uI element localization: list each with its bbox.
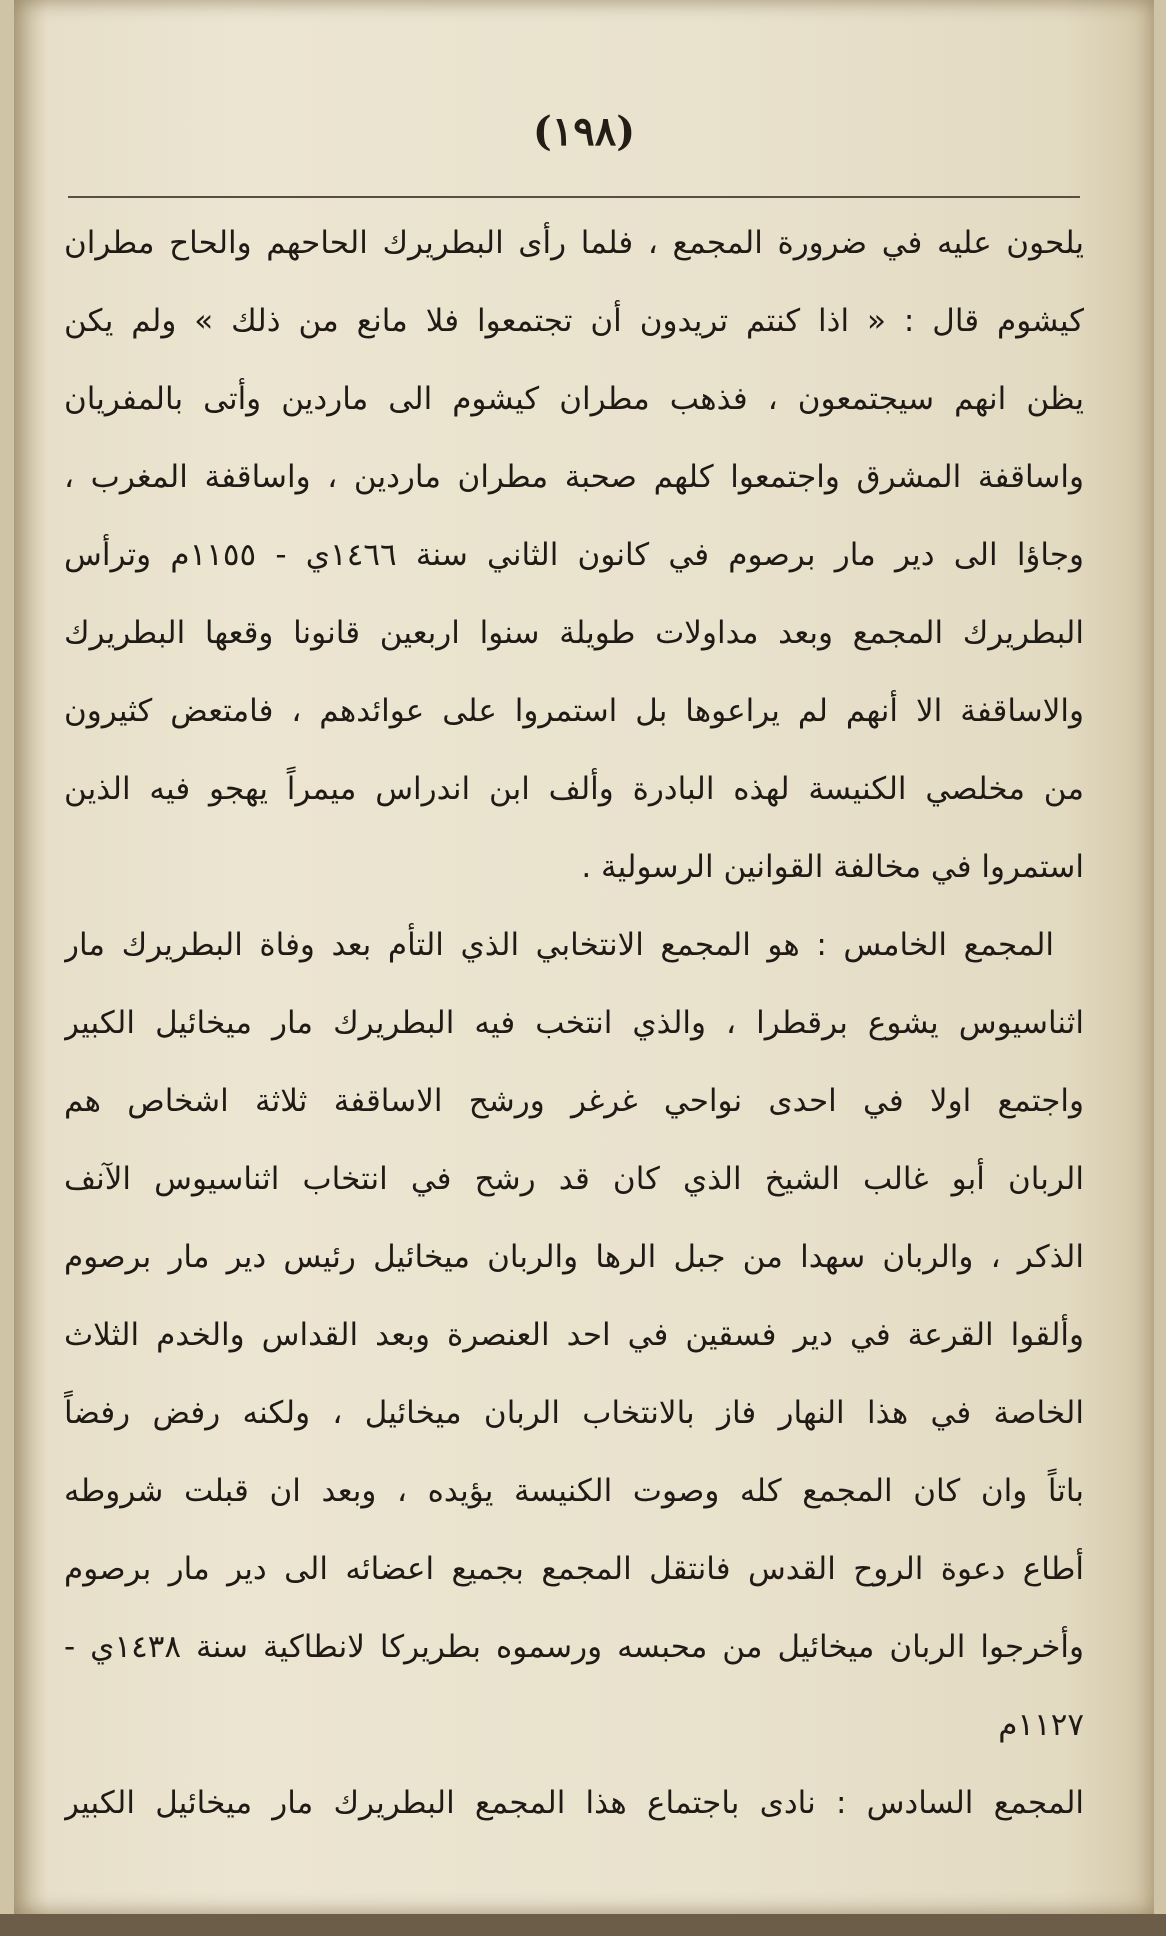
- text-line: وألقوا القرعة في دير فسقين في احد العنصرة وبعد القداس والخدم الثلاث: [64, 1317, 1084, 1353]
- text-line: الربان أبو غالب الشيخ الذي كان قد رشح في انتخاب اثناسيوس الآنف: [64, 1161, 1084, 1197]
- text-line: يلحون عليه في ضرورة المجمع ، فلما رأى البطريرك الحاحهم والحاح مطران: [64, 225, 1084, 261]
- text-line: ١١٢٧م: [998, 1707, 1084, 1743]
- header-rule: [68, 196, 1080, 198]
- page-bottom-edge: [0, 1914, 1166, 1936]
- text-line: الخاصة في هذا النهار فاز بالانتخاب الربان ميخائيل ، ولكنه رفض رفضاً: [64, 1395, 1084, 1431]
- text-line: يظن انهم سيجتمعون ، فذهب مطران كيشوم الى ماردين وأتى بالمفريان: [64, 381, 1084, 417]
- text-line: كيشوم قال : « اذا كنتم تريدون أن تجتمعوا فلا مانع من ذلك » ولم يكن: [64, 303, 1084, 339]
- text-line: اثناسيوس يشوع برقطرا ، والذي انتخب فيه البطريرك مار ميخائيل الكبير: [64, 1005, 1084, 1041]
- text-line: استمروا في مخالفة القوانين الرسولية .: [581, 849, 1084, 885]
- text-line: أطاع دعوة الروح القدس فانتقل المجمع بجميع اعضائه الى دير مار برصوم: [64, 1551, 1084, 1587]
- page-number: (١٩٨): [532, 108, 636, 155]
- section-heading-line: المجمع السادس : نادى باجتماع هذا المجمع البطريرك مار ميخائيل الكبير: [64, 1785, 1084, 1821]
- text-line: واساقفة المشرق واجتمعوا كلهم صحبة مطران ماردين ، واساقفة المغرب ،: [64, 459, 1084, 495]
- book-page: [14, 0, 1154, 1914]
- text-line: واجتمع اولا في احدى نواحي غرغر ورشح الاساقفة ثلاثة اشخاص هم: [64, 1083, 1084, 1119]
- text-line: وأخرجوا الربان ميخائيل من محبسه ورسموه بطريركا لانطاكية سنة ١٤٣٨ي -: [64, 1629, 1084, 1665]
- text-line: من مخلصي الكنيسة لهذه البادرة وألف ابن اندراس ميمراً يهجو فيه الذين: [64, 771, 1084, 807]
- text-line: الذكر ، والربان سهدا من جبل الرها والربان ميخائيل رئيس دير مار برصوم: [64, 1239, 1084, 1275]
- text-line: والاساقفة الا أنهم لم يراعوها بل استمروا على عوائدهم ، فامتعض كثيرون: [64, 693, 1084, 729]
- text-line: البطريرك المجمع وبعد مداولات طويلة سنوا اربعين قانونا وقعها البطريرك: [64, 615, 1084, 651]
- text-line: وجاؤا الى دير مار برصوم في كانون الثاني سنة ١٤٦٦ي - ١١٥٥م وترأس: [64, 537, 1084, 573]
- text-line: باتاً وان كان المجمع كله وصوت الكنيسة يؤيده ، وبعد ان قبلت شروطه: [64, 1473, 1084, 1509]
- section-heading-line: المجمع الخامس : هو المجمع الانتخابي الذي التأم بعد وفاة البطريرك مار: [64, 927, 1054, 963]
- body-text: [64, 204, 1084, 1842]
